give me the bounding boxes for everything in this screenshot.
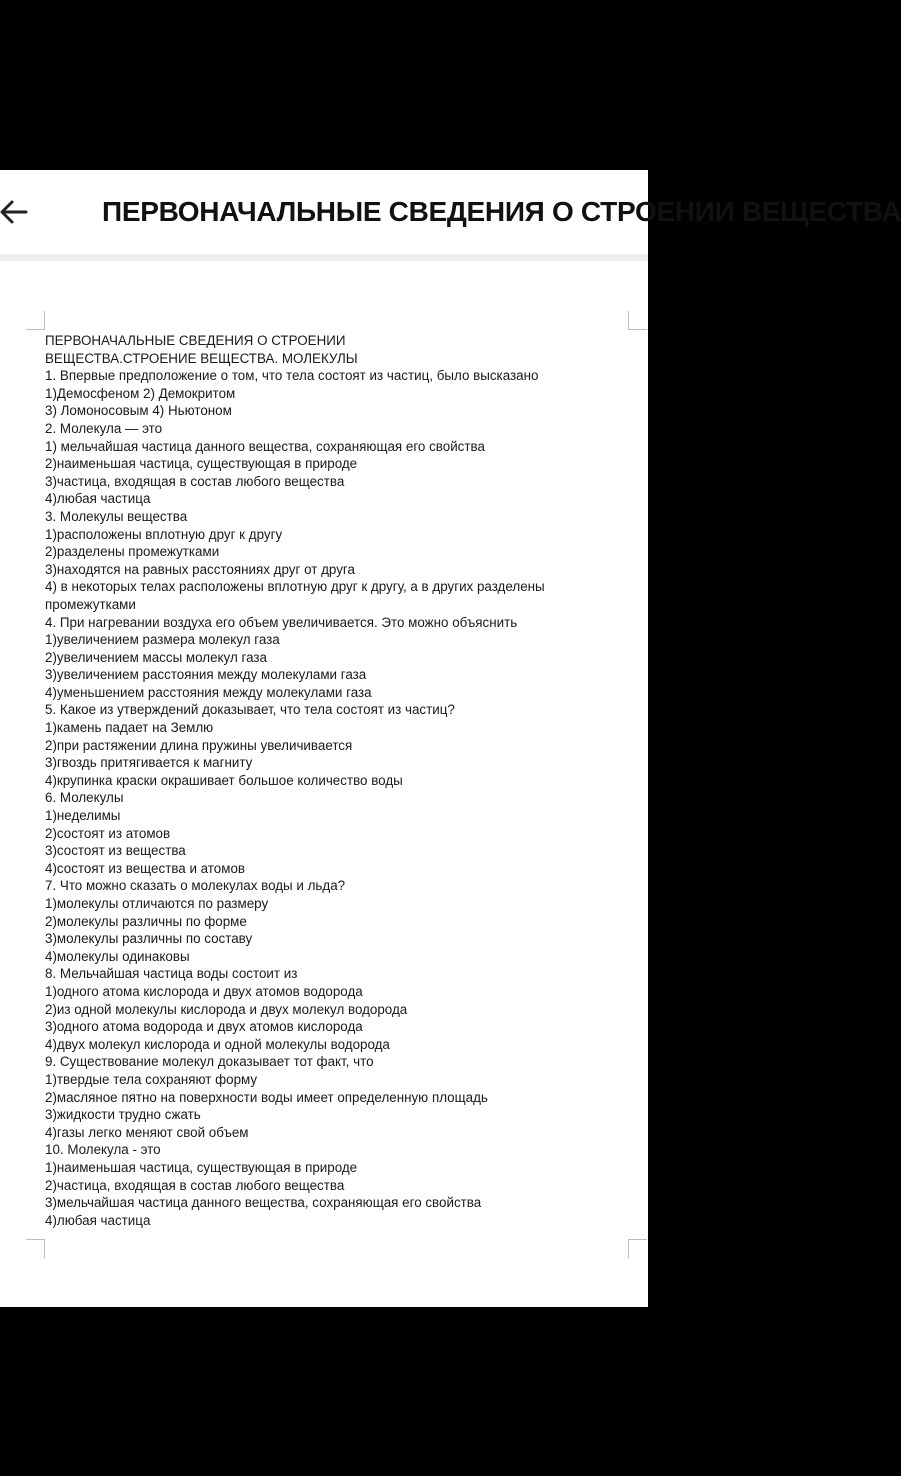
- answer-line: 1)камень падает на Землю: [45, 720, 214, 736]
- answer-line: 1)увеличением размера молекул газа: [45, 632, 280, 648]
- back-button[interactable]: [0, 192, 40, 232]
- question-line: 3. Молекулы вещества: [45, 508, 188, 524]
- answer-line: 1) мельчайшая частица данного вещества, сохраняющая его свойства: [45, 438, 485, 454]
- answer-line: 1)наименьшая частица, существующая в природе: [45, 1159, 358, 1175]
- page-corner-mark: [26, 311, 45, 330]
- question-line: 6. Молекулы: [45, 790, 124, 806]
- answer-line: 4)уменьшением расстояния между молекулами газа: [45, 684, 372, 700]
- answer-line: 2)молекулы различны по форме: [45, 913, 247, 929]
- top-black-bar: [0, 0, 648, 170]
- answer-line: 3)мельчайшая частица данного вещества, сохраняющая его свойства: [45, 1195, 482, 1211]
- answer-line: 4)любая частица: [45, 491, 151, 507]
- page-corner-mark: [26, 1239, 45, 1258]
- question-line: 10. Молекула - это: [45, 1142, 161, 1158]
- answer-line: 3)находятся на равных расстояниях друг от друга: [45, 561, 355, 577]
- answer-line: 3)молекулы различны по составу: [45, 931, 253, 947]
- answer-line: 4) в некоторых телах расположены вплотную друг к другу, а в других разделены промежутками: [45, 579, 545, 612]
- page-corner-mark: [628, 1239, 647, 1258]
- answer-line: 2)при растяжении длина пружины увеличивается: [45, 737, 353, 753]
- page-title: ПЕРВОНАЧАЛЬНЫЕ СВЕДЕНИЯ О СТРОЕНИИ ВЕЩЕСТВА: [102, 196, 901, 227]
- answer-line: 3)увеличением расстояния между молекулами газа: [45, 667, 367, 683]
- answer-line: 1)молекулы отличаются по размеру: [45, 896, 269, 911]
- question-line: 9. Существование молекул доказывает тот факт, что: [45, 1054, 374, 1070]
- question-line: 5. Какое из утверждений доказывает, что тела состоят из частиц?: [45, 702, 455, 718]
- document-text: [45, 332, 635, 1229]
- answer-line: 2)наименьшая частица, существующая в природе: [45, 456, 358, 472]
- answer-line: 1)одного атома кислорода и двух атомов водорода: [45, 983, 363, 999]
- answer-line: 1)Демосфеном 2) Демокритом: [45, 385, 236, 401]
- answer-line: 4)двух молекул кислорода и одной молекулы водорода: [45, 1036, 390, 1052]
- answer-line: 2)разделены промежутками: [45, 544, 220, 560]
- answer-line: 1)твердые тела сохраняют форму: [45, 1071, 258, 1087]
- answer-line: 3)состоят из вещества: [45, 843, 186, 859]
- question-line: 4. При нагревании воздуха его объем увеличивается. Это можно объяснить: [45, 614, 518, 630]
- app-header: [0, 170, 901, 258]
- doc-heading-line: ПЕРВОНАЧАЛЬНЫЕ СВЕДЕНИЯ О СТРОЕНИИ: [45, 333, 346, 348]
- header-divider: [0, 254, 648, 261]
- answer-line: 3)одного атома водорода и двух атомов кислорода: [45, 1019, 363, 1035]
- answer-line: 4)состоят из вещества и атомов: [45, 860, 246, 876]
- question-line: 8. Мельчайшая частица воды состоит из: [45, 966, 298, 982]
- answer-line: 2)масляное пятно на поверхности воды имеет определенную площадь: [45, 1089, 488, 1105]
- answer-line: 2)частица, входящая в состав любого вещества: [45, 1177, 345, 1193]
- answer-line: 4)газы легко меняют свой объем: [45, 1124, 249, 1140]
- arrow-left-icon: [0, 192, 40, 232]
- answer-line: 4)молекулы одинаковы: [45, 948, 190, 964]
- answer-line: 3) Ломоносовым 4) Ньютоном: [45, 403, 232, 419]
- question-line: 2. Молекула — это: [45, 420, 163, 436]
- document-page[interactable]: [0, 261, 648, 1307]
- question-line: 1. Впервые предположение о том, что тела состоят из частиц, было высказано: [45, 368, 539, 384]
- answer-line: 1)расположены вплотную друг к другу: [45, 526, 283, 542]
- doc-heading-line: ВЕЩЕСТВА.СТРОЕНИЕ ВЕЩЕСТВА. МОЛЕКУЛЫ: [45, 350, 358, 366]
- answer-line: 1)неделимы: [45, 808, 121, 824]
- question-line: 7. Что можно сказать о молекулах воды и льда?: [45, 878, 346, 894]
- answer-line: 2)из одной молекулы кислорода и двух молекул водорода: [45, 1001, 408, 1017]
- answer-line: 3)жидкости трудно сжать: [45, 1107, 201, 1123]
- answer-line: 2)увеличением массы молекул газа: [45, 649, 267, 665]
- answer-line: 2)состоят из атомов: [45, 825, 171, 841]
- answer-line: 3)частица, входящая в состав любого вещества: [45, 473, 345, 489]
- page-corner-mark: [628, 311, 647, 330]
- bottom-black-bar: [0, 1307, 648, 1476]
- answer-line: 3)гвоздь притягивается к магниту: [45, 755, 253, 771]
- answer-line: 4)любая частица: [45, 1212, 151, 1228]
- answer-line: 4)крупинка краски окрашивает большое количество воды: [45, 772, 403, 788]
